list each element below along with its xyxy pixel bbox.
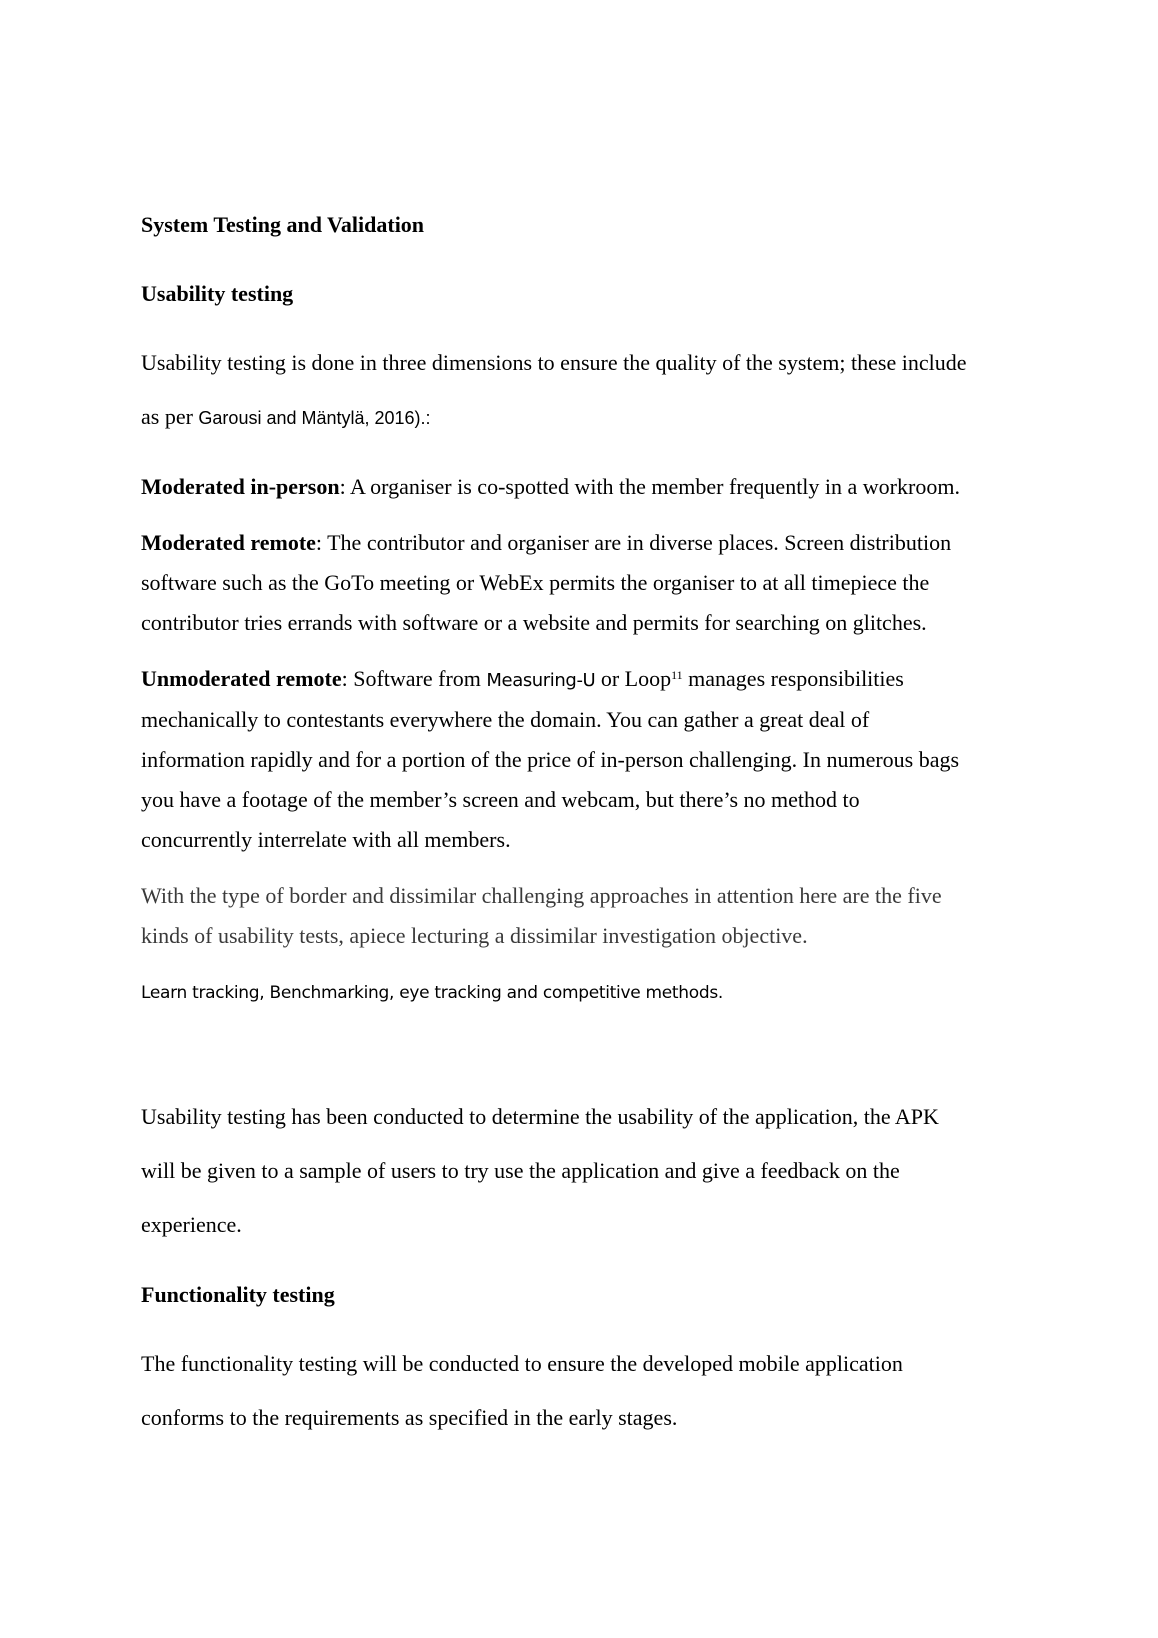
types-para-line-1: With the type of border and dissimilar challenging approaches in attention here are the five	[141, 883, 942, 908]
usability-intro-citation: Garousi and Mäntylä, 2016).:	[198, 408, 431, 428]
item-text: : The contributor and organiser are in diverse places. Screen distribution	[315, 530, 952, 555]
item-text-suffix: manages responsibilities	[682, 666, 904, 691]
item-text: : A organiser is co-spotted with the member frequently in a workroom.	[339, 474, 960, 499]
item-text-mid: or Loop	[595, 666, 672, 691]
item-unmoderated-remote	[141, 666, 904, 694]
item-text-prefix: : Software from	[341, 666, 487, 691]
methods-line: Learn tracking, Benchmarking, eye tracking and competitive methods.	[141, 983, 723, 1003]
item-term: Moderated remote	[141, 530, 316, 555]
item-brand: Measuring-U	[486, 670, 596, 691]
usability-intro-line-1: Usability testing is done in three dimensions to ensure the quality of the system; these include	[141, 350, 967, 375]
item-moderated-remote	[141, 530, 951, 556]
item-moderated-in-person	[141, 474, 960, 500]
item-term: Moderated in-person	[141, 474, 340, 499]
page-title: System Testing and Validation	[141, 212, 425, 237]
conducted-para-line-2: will be given to a sample of users to try use the application and give a feedback on the	[141, 1158, 900, 1183]
item-unmoderated-remote-line-5: concurrently interrelate with all members.	[141, 827, 511, 852]
item-term: Unmoderated remote	[141, 666, 342, 691]
conducted-para-line-3: experience.	[141, 1212, 242, 1237]
functionality-para-line-2: conforms to the requirements as specified in the early stages.	[141, 1405, 678, 1430]
item-moderated-remote-line-2: software such as the GoTo meeting or WebEx permits the organiser to at all timepiece the	[141, 570, 930, 595]
section-heading-usability: Usability testing	[141, 281, 294, 306]
conducted-para-line-1: Usability testing has been conducted to determine the usability of the application, the APK	[141, 1104, 939, 1129]
item-moderated-remote-line-3: contributor tries errands with software or a website and permits for searching on glitches.	[141, 610, 927, 635]
item-unmoderated-remote-line-3: information rapidly and for a portion of the price of in-person challenging. In numerous bags	[141, 747, 960, 772]
usability-intro-prefix: as per	[141, 404, 199, 429]
item-unmoderated-remote-line-2: mechanically to contestants everywhere the domain. You can gather a great deal of	[141, 707, 870, 732]
footnote-marker: 11	[671, 668, 683, 682]
types-para-line-2: kinds of usability tests, apiece lecturing a dissimilar investigation objective.	[141, 923, 808, 948]
functionality-para-line-1: The functionality testing will be conducted to ensure the developed mobile application	[141, 1351, 903, 1376]
usability-intro-line-2	[141, 404, 431, 431]
item-unmoderated-remote-line-4: you have a footage of the member’s screen and webcam, but there’s no method to	[141, 787, 860, 812]
section-heading-functionality: Functionality testing	[141, 1282, 335, 1307]
